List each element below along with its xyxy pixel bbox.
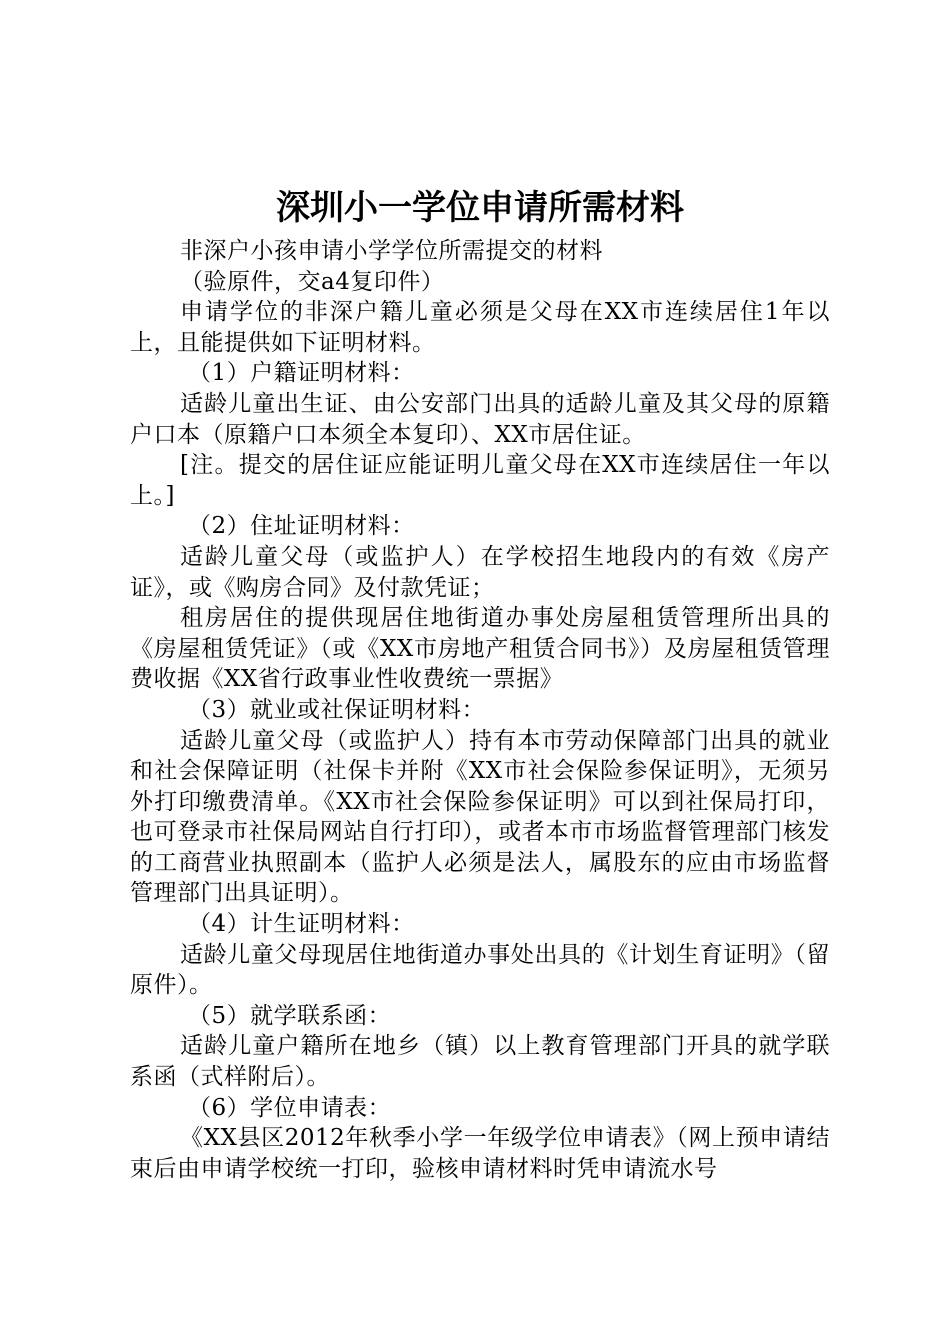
paragraph-contact-letter: 适龄儿童户籍所在地乡（镇）以上教育管理部门开具的就学联系函（式样附后）。: [130, 1033, 830, 1091]
document-body: [130, 236, 830, 1184]
document-title: 深圳小一学位申请所需材料: [276, 188, 684, 228]
section-heading-address: （2）住址证明材料：: [188, 513, 415, 540]
paragraph-address-owner: 适龄儿童父母（或监护人）在学校招生地段内的有效《房产证》，或《购房合同》及付款凭证；: [130, 543, 830, 601]
paragraph-household: 适龄儿童出生证、由公安部门出具的适龄儿童及其父母的原籍户口本（原籍户口本须全本复印）、XX市居住证。: [130, 390, 830, 448]
paragraph-employment: 适龄儿童父母（或监护人）持有本市劳动保障部门出具的就业和社会保障证明（社保卡并附《XX市社会保险参保证明》，无须另外打印缴费清单。《XX市社会保险参保证明》可以到社保局打印，也可登录市社保局网站自行打印），或者本市市场监督管理部门核发的工商营业执照副本（监护人必须是法人，属股东的应由市场监督管理部门出具证明）。: [130, 727, 830, 907]
section-heading-family-planning: （4）计生证明材料：: [188, 911, 415, 938]
paragraph-application-form: 《XX县区2012年秋季小学一年级学位申请表》（网上预申请结束后由申请学校统一打印，验核申请材料时凭申请流水号: [130, 1125, 830, 1182]
section-heading-application-form: （6）学位申请表：: [188, 1094, 392, 1121]
paragraph-address-rent: 租房居住的提供现居住地街道办事处房屋租赁管理所出具的《房屋租赁凭证》（或《XX市房地产租赁合同书》）及房屋租赁管理费收据《XX省行政事业性收费统一票据》: [130, 605, 830, 693]
section-heading-employment: （3）就业或社保证明材料：: [188, 696, 486, 723]
paragraph-requirement: 申请学位的非深户籍儿童必须是父母在XX市连续居住1年以上，且能提供如下证明材料。: [130, 299, 830, 356]
paragraph-family-planning: 适龄儿童父母现居住地街道办事处出具的《计划生育证明》（留原件）。: [130, 941, 830, 999]
section-heading-household: （1）户籍证明材料：: [188, 360, 415, 387]
paragraph-intro: 非深户小孩申请小学学位所需提交的材料: [180, 238, 603, 264]
section-heading-contact-letter: （5）就学联系函：: [188, 1002, 392, 1029]
paragraph-note: （验原件，交a4复印件）: [180, 268, 445, 295]
paragraph-household-note: [注。提交的居住证应能证明儿童父母在XX市连续居住一年以上。]: [130, 452, 830, 509]
